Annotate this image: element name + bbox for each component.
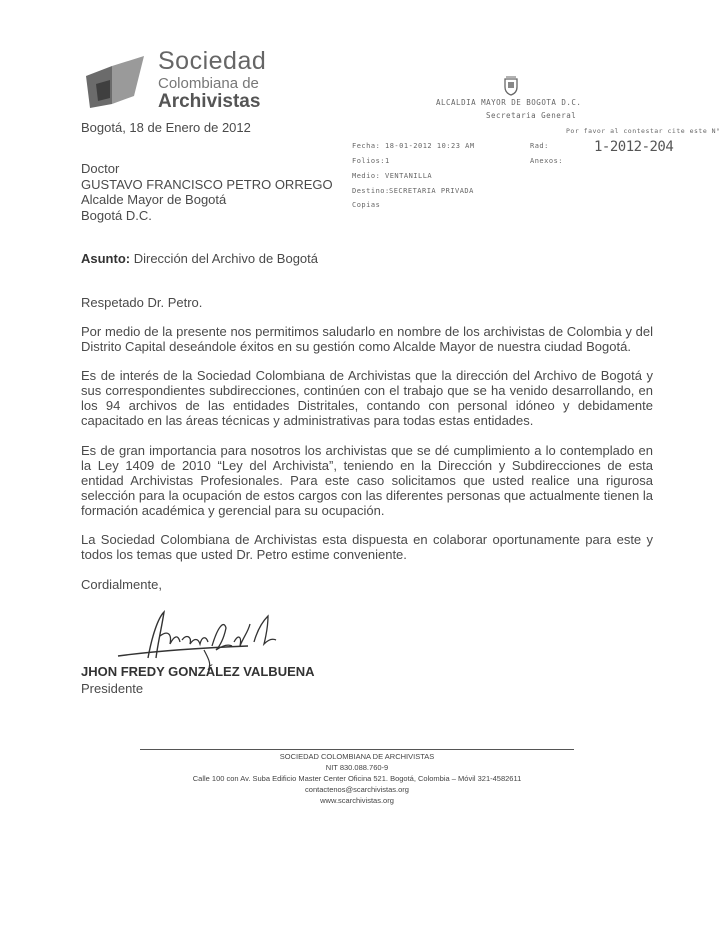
coat-of-arms-icon (503, 76, 519, 96)
logo-wordmark (158, 49, 266, 111)
closing: Cordialmente, (81, 577, 162, 592)
subject-line (81, 251, 318, 266)
recipient-line: GUSTAVO FRANCISCO PETRO ORREGO (81, 176, 333, 192)
paragraph-line: La Sociedad Colombiana de Archivistas esta dispuesta en colaborar oportunamente para este y (81, 532, 653, 547)
footer-nit: NIT 830.088.760-9 (325, 763, 389, 772)
paragraph-2 (81, 368, 653, 428)
signature-icon (108, 606, 298, 670)
footer-web: www.scarchivistas.org (320, 796, 394, 805)
signer-name: JHON FREDY GONZÁLEZ VALBUENA (81, 664, 315, 679)
stamp-rad-label: Rad: (530, 142, 549, 150)
logo-line-1: Sociedad (158, 47, 267, 75)
stamp-medio-value: VENTANILLA (385, 172, 433, 180)
paragraph-4 (81, 532, 653, 562)
paragraph-line: todos los temas que usted Dr. Petro estime conveniente. (81, 547, 407, 562)
stamp-secretaria: Secretaria General (486, 111, 577, 120)
recipient-line: Alcalde Mayor de Bogotá (81, 192, 227, 207)
stamp-organization: ALCALDIA MAYOR DE BOGOTA D.C. (436, 98, 582, 107)
stamp-copias-label: Copias (352, 201, 381, 209)
paragraph-line: Distrito Capital deseándole éxitos en su gestión como Alcalde Mayor de nuestra ciudad Bogotá. (81, 339, 631, 354)
place-date: Bogotá, 18 de Enero de 2012 (81, 120, 251, 135)
paragraph-line: entidad Archivistas Profesionales. Para este caso solicitamos que usted realice una rigurosa (81, 473, 653, 488)
paragraph-line: la Ley 1409 de 2010 “Ley del Archivista”, teniendo en la Dirección y Subdirecciones de esta (81, 458, 653, 473)
paragraph-line: sus correspondientes subdirecciones, continúen con el trabajo que se ha venido desarrollando, en (81, 383, 653, 398)
stamp-rad-value: 1-2012-204 (594, 139, 674, 155)
subject-label: Asunto: (81, 251, 131, 266)
stamp-destino-value: SECRETARIA PRIVADA (389, 187, 474, 195)
stamp-folios-value: 1 (385, 157, 390, 165)
footer-email: contactenos@scarchivistas.org (305, 785, 409, 794)
paragraph-3 (81, 443, 653, 518)
recipient-line: Doctor (81, 161, 120, 176)
paragraph-line: selección para la ocupación de estos cargos con las diferentes personas que actualmente tienen la (81, 488, 653, 503)
recipient-line: Bogotá D.C. (81, 207, 152, 223)
stamp-folios-label: Folios: (352, 157, 386, 165)
paragraph-1 (81, 324, 653, 354)
footer-address: Calle 100 con Av. Suba Edificio Master Center Oficina 521. Bogotá, Colombia – Móvil 321-4582611 (192, 774, 522, 783)
stamp-fecha-value: 18-01-2012 10:23 AM (385, 142, 475, 150)
paragraph-line: Es de gran importancia para nosotros los archivistas que se dé cumplimiento a lo contemplado en (81, 443, 653, 458)
stamp-medio-label: Medio: (352, 172, 381, 180)
logo-mark-icon (82, 54, 154, 110)
paragraph-line: los 94 archivos de las entidades Distritales, contando con personal idóneo y debidamente (81, 398, 653, 413)
logo-line-2: Colombiana de (158, 75, 259, 92)
paragraph-line: capacitado en las áreas técnicas y administrativas para todas estas entidades. (81, 413, 534, 428)
recipient-block (81, 161, 333, 223)
paragraph-line: Por medio de la presente nos permitimos saludarlo en nombre de los archivistas de Colombia y del (81, 324, 653, 339)
paragraph-line: Es de interés de la Sociedad Colombiana de Archivistas que la dirección del Archivo de Bogotá y (81, 368, 653, 383)
greeting: Respetado Dr. Petro. (81, 295, 203, 310)
logo-line-3: Archivistas (158, 91, 261, 112)
stamp-anexos-label: Anexos: (530, 157, 564, 165)
stamp-reply-note: Por favor al contestar cite este N° (566, 127, 721, 135)
paragraph-line: formación académica y gerencial para su ocupación. (81, 503, 385, 518)
stamp-destino-label: Destino: (352, 187, 390, 195)
footer-block (140, 751, 574, 806)
signer-title: Presidente (81, 681, 144, 696)
subject-text: Dirección del Archivo de Bogotá (130, 251, 318, 266)
footer-divider (140, 749, 574, 750)
footer-org: SOCIEDAD COLOMBIANA DE ARCHIVISTAS (279, 752, 435, 761)
stamp-fecha-label: Fecha: (352, 142, 381, 150)
